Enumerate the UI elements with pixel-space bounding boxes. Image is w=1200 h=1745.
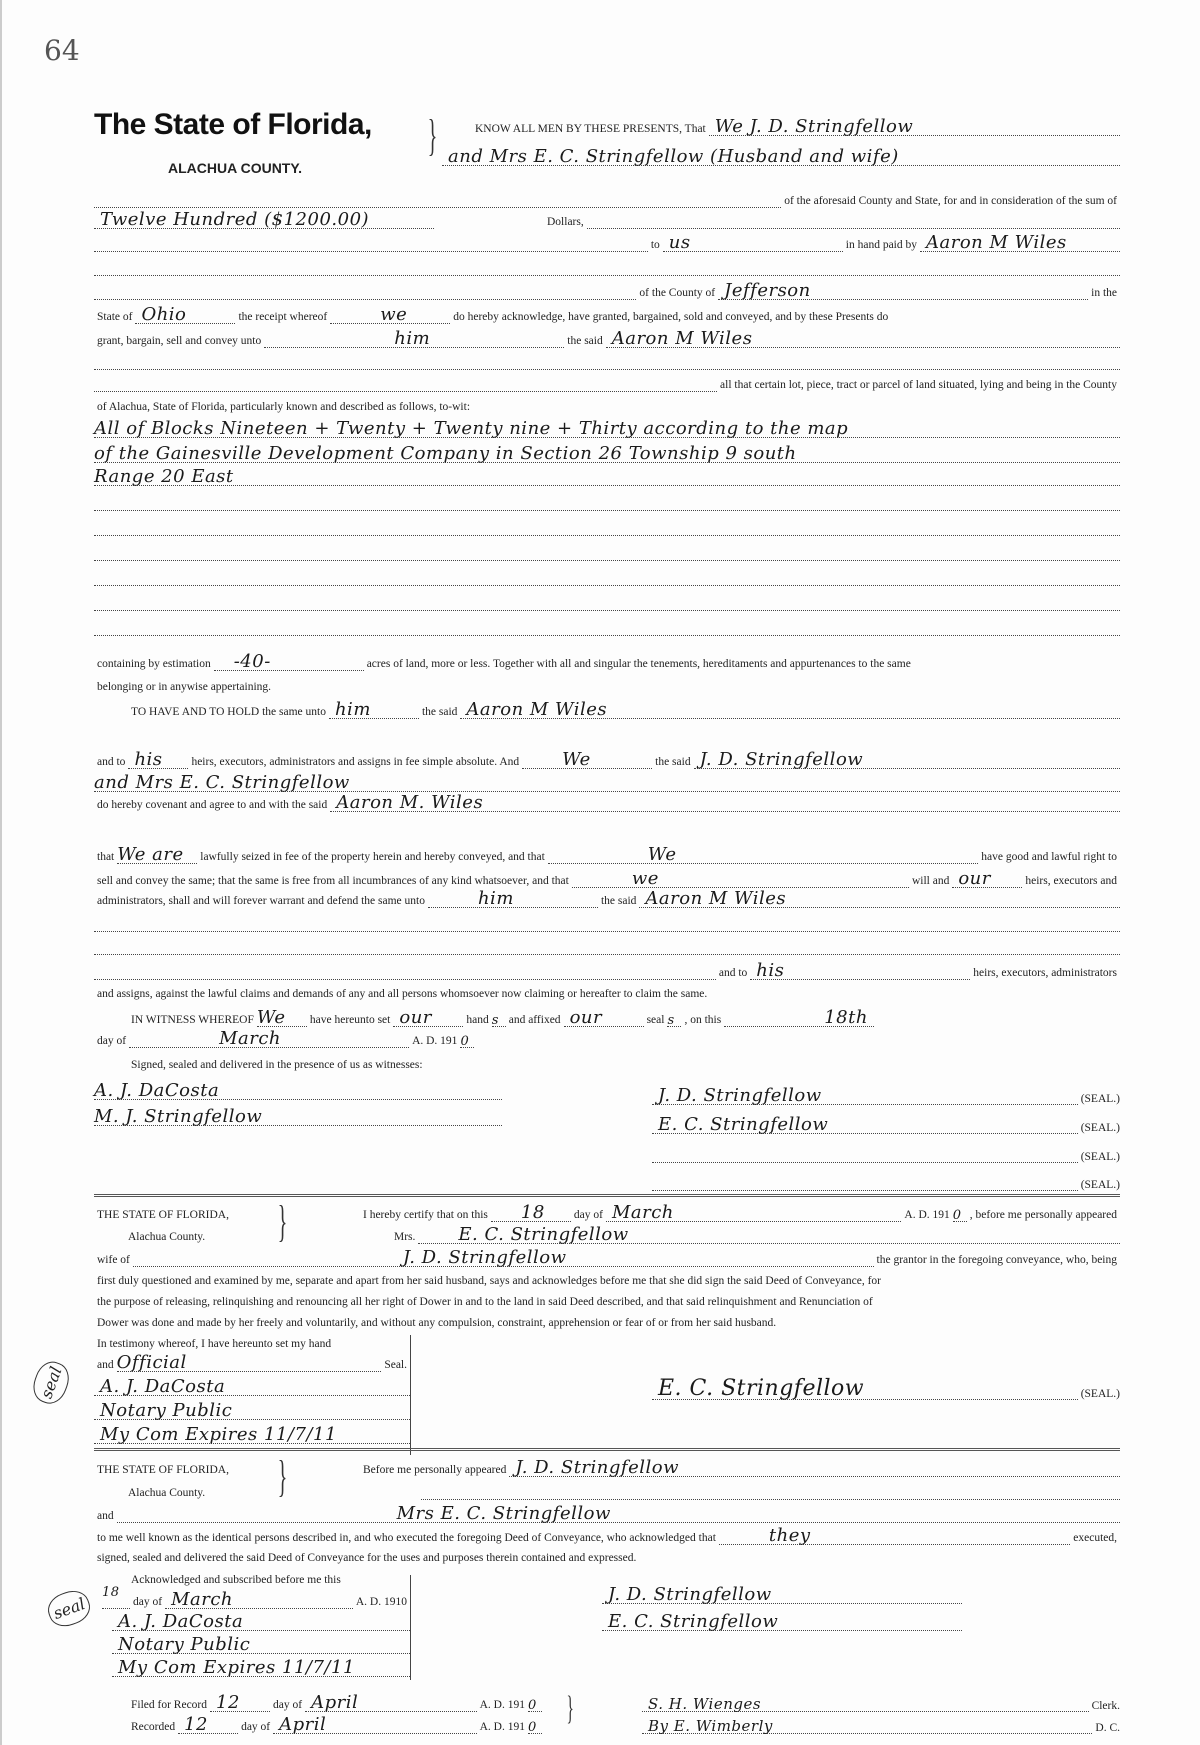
row-acknowledged [128, 1563, 412, 1587]
label: to me well known as the identical persons described in, and who executed the foregoing Deed of Conveyance, who acknowledged that [97, 1532, 716, 1544]
handwriting: April [311, 1692, 359, 1713]
signature [652, 1082, 1078, 1105]
seal-label: (SEAL.) [1080, 1151, 1120, 1163]
label: , on this [684, 1014, 722, 1026]
label: day of [97, 1035, 127, 1047]
field-we [548, 841, 978, 864]
handwriting: E. C. Stringfellow [658, 1376, 865, 1401]
handwriting: Aaron M. Wiles [336, 792, 484, 813]
notary-line-1 [94, 1372, 410, 1396]
label: wife of [97, 1254, 130, 1266]
seal-label: (SEAL.) [1080, 1179, 1120, 1191]
handwriting: March [219, 1028, 282, 1049]
row-signed-sealed [128, 1048, 1120, 1072]
label: A. D. 191 [412, 1035, 458, 1047]
handwriting: his [756, 960, 785, 981]
field-official [117, 1349, 382, 1372]
witness-line-2 [94, 1102, 502, 1126]
row-blank [94, 931, 1120, 955]
label: have hereunto set [309, 1014, 391, 1026]
blank-line [421, 1477, 1120, 1500]
row-filed [128, 1688, 542, 1712]
label: do hereby covenant and agree to and with the said [97, 799, 328, 811]
row-blank [94, 487, 1120, 511]
label: Mrs. [394, 1231, 416, 1243]
field-year [528, 1689, 542, 1712]
row-clerk [642, 1688, 1120, 1712]
field-receipt [330, 301, 450, 324]
field-description [94, 440, 1120, 463]
handwriting: and Mrs E. C. Stringfellow [94, 772, 350, 793]
handwriting: our [569, 1007, 603, 1028]
handwriting: Aaron M Wiles [926, 232, 1067, 253]
brace: } [277, 1452, 288, 1501]
label: seal [646, 1014, 665, 1026]
label: of the aforesaid County and State, for and in consideration of the sum of [784, 195, 1117, 207]
notary-seal-stamp: seal [28, 1357, 73, 1408]
notary-title [94, 1397, 410, 1420]
label: signed, sealed and delivered the said Deed of Conveyance for the uses and purposes therein contained and expressed. [97, 1552, 637, 1564]
handwriting: 18 [520, 1202, 545, 1223]
label: In testimony whereof, I have hereunto set my hand [97, 1338, 332, 1350]
brace: } [566, 1690, 574, 1727]
label: to [650, 239, 660, 251]
field-mrs [418, 1221, 1120, 1244]
field-month [165, 1586, 353, 1609]
field-grantors-3 [694, 746, 1120, 769]
handwriting: We [647, 844, 677, 865]
handwriting: s [491, 1013, 499, 1028]
label: A. D. 191 [479, 1721, 525, 1733]
notary-expiry [94, 1421, 410, 1444]
label: the said [600, 895, 637, 907]
field-grantors [709, 113, 1120, 136]
label: of the County of [639, 287, 716, 299]
label: Signed, sealed and delivered in the presence of us as witnesses: [131, 1059, 423, 1071]
handwriting: our [399, 1007, 432, 1028]
blank-line [94, 369, 717, 392]
label: Filed for Record [131, 1699, 208, 1711]
handwriting: Aaron M Wiles [645, 888, 787, 909]
notary-seal-stamp: seal [44, 1586, 95, 1631]
label: the said [421, 706, 458, 718]
field-state [135, 301, 235, 324]
field-day [102, 1586, 130, 1609]
handwriting: we [631, 868, 659, 889]
label: , before me personally appeared [969, 1209, 1117, 1221]
brace: } [277, 1197, 288, 1246]
field-acres [214, 648, 364, 671]
field-before [509, 1454, 1120, 1477]
document-title: The State of Florida, [94, 108, 372, 141]
handwriting: -40- [233, 651, 271, 672]
dower-signature-line [652, 1376, 1120, 1400]
paragraph-text: the purpose of releasing, relinquishing and renouncing all her right of Dower in and to the land in said Deed described, and that said relinquishment and Renunciation of [97, 1296, 873, 1308]
seal-label: (SEAL.) [1080, 1388, 1120, 1400]
field-recorded-day [178, 1711, 238, 1734]
handwriting: J. D. Stringfellow [699, 749, 864, 770]
handwriting: J. D. Stringfellow [515, 1457, 679, 1478]
blank-line [94, 277, 636, 300]
label: Dollars, [547, 216, 584, 228]
label: and [97, 1359, 114, 1371]
handwriting: M. J. Stringfellow [94, 1106, 263, 1127]
handwriting: Range 20 East [94, 466, 234, 487]
row-sum [94, 205, 1120, 229]
page-number: 64 [44, 34, 80, 67]
label: administrators, shall and will forever warrant and defend the same unto [97, 895, 425, 907]
field-covenant [330, 789, 1120, 812]
label: do hereby acknowledge, have granted, bargained, sold and conveyed, and by these Presents do [453, 311, 889, 323]
row-of-alachua [94, 390, 1120, 414]
handwriting: March [171, 1589, 234, 1610]
handwriting: we [380, 304, 408, 325]
row-county-of [94, 276, 1120, 300]
field-month [606, 1199, 901, 1222]
seal-line-1 [652, 1081, 1120, 1105]
handwriting: Aaron M Wiles [611, 328, 753, 349]
label: heirs, executors and [1025, 875, 1117, 887]
handwriting: s [667, 1013, 675, 1028]
row-grantors-2 [442, 142, 1120, 166]
label: hand [466, 1014, 489, 1026]
blank-line [94, 538, 1120, 561]
row-and-assigns [94, 977, 1120, 1001]
notary-line-3 [112, 1653, 410, 1677]
handwriting: A. J. DaCosta [100, 1376, 226, 1397]
handwriting: All of Blocks Nineteen + Twenty + Twenty nine + Thirty according to the map [94, 418, 849, 439]
row-blank [94, 537, 1120, 561]
label: will and [911, 875, 950, 887]
row-blank [94, 252, 1120, 276]
row-belonging [94, 670, 1120, 694]
field-grantee [460, 696, 1120, 719]
handwriting: A. J. DaCosta [118, 1611, 244, 1632]
field-year [953, 1199, 967, 1222]
seal-line-3 [652, 1139, 1120, 1163]
row-that [94, 840, 1120, 864]
handwriting: 18 [102, 1585, 120, 1600]
handwriting: E. C. Stringfellow [658, 1114, 829, 1135]
blank-line [652, 1168, 1078, 1191]
label: Acknowledged and subscribed before me this [131, 1574, 341, 1586]
row-and-to [94, 745, 1120, 769]
field-his [128, 746, 188, 769]
handwriting: 18th [824, 1007, 868, 1028]
notary-line-1 [112, 1607, 410, 1631]
notary-line-3 [94, 1420, 410, 1444]
seal-label: (SEAL.) [1080, 1122, 1120, 1134]
label: TO HAVE AND TO HOLD the same unto [131, 706, 326, 718]
row-dower-county [94, 1220, 1120, 1244]
handwriting: our [958, 868, 991, 889]
label: executed, [1073, 1532, 1117, 1544]
blank-line [94, 229, 648, 252]
field-to [663, 229, 843, 252]
signature [652, 1377, 1078, 1400]
field-sum [94, 206, 434, 229]
handwriting: Jefferson [724, 280, 811, 301]
handwriting: We [256, 1007, 286, 1028]
handwriting: We [562, 749, 591, 770]
row-dc [642, 1710, 1120, 1734]
blank-line [94, 488, 1120, 511]
label: all that certain lot, piece, tract or parcel of land situated, lying and being in the County [720, 379, 1117, 391]
witness-signature [94, 1103, 502, 1126]
witness-signature [94, 1077, 502, 1100]
label: THE STATE OF FLORIDA, [97, 1209, 229, 1221]
county-heading: ALACHUA COUNTY. [168, 160, 303, 176]
label: Seal. [384, 1359, 407, 1371]
field-description [94, 415, 1120, 438]
field-filed-day [210, 1689, 270, 1712]
handwriting: and Mrs E. C. Stringfellow (Husband and wife) [448, 146, 899, 167]
handwriting: 12 [184, 1714, 208, 1735]
row-blank [94, 908, 1120, 932]
label: A. D. 191 [479, 1699, 525, 1711]
handwriting: him [334, 699, 371, 720]
label: belonging or in anywise appertaining. [97, 681, 272, 693]
blank-line [94, 932, 1120, 955]
field-dc [642, 1711, 1092, 1734]
blank-line [94, 563, 1120, 586]
label: day of [273, 1699, 303, 1711]
blank-line [94, 513, 1120, 536]
label: Alachua County. [128, 1487, 206, 1499]
label: D. C. [1095, 1722, 1120, 1734]
label: of Alachua, State of Florida, particularly known and described as follows, to-wit: [97, 401, 471, 413]
label: I hereby certify that on this [363, 1209, 488, 1221]
handwriting: We J. D. Stringfellow [714, 116, 914, 137]
label: in the [1091, 287, 1117, 299]
label: have good and lawful right to [981, 851, 1117, 863]
field-year [460, 1025, 474, 1048]
field-description [94, 463, 1120, 486]
row-know-all [472, 112, 1120, 136]
label: A. D. 191 [904, 1209, 950, 1221]
row-description-2 [94, 439, 1120, 463]
field-year [528, 1711, 542, 1734]
handwriting: his [134, 749, 163, 770]
handwriting: My Com Expires 11/7/11 [100, 1424, 337, 1445]
row-all-that [94, 368, 1120, 392]
row-administrators [94, 884, 1120, 908]
label: the said [567, 335, 603, 347]
blank-line [94, 909, 1120, 932]
notary-line-2 [112, 1630, 410, 1654]
field-month [273, 1711, 476, 1734]
notary-name [112, 1608, 410, 1631]
field-to-have [329, 696, 419, 719]
field-we [522, 746, 652, 769]
handwriting: Aaron M Wiles [466, 699, 608, 720]
handwriting: By E. Wimberly [648, 1717, 773, 1735]
handwriting: of the Gainesville Development Company in Section 26 Township 9 south [94, 443, 797, 464]
handwriting: A. J. DaCosta [94, 1080, 220, 1101]
row-blank [94, 562, 1120, 586]
handwriting: they [768, 1525, 811, 1546]
handwriting: Mrs E. C. Stringfellow [396, 1503, 611, 1524]
field-and [117, 1500, 1120, 1523]
notary-line-2 [94, 1396, 410, 1420]
label: containing by estimation [97, 658, 211, 670]
label: heirs, executors, administrators [973, 967, 1117, 979]
divider [94, 1194, 1120, 1197]
field-payer [920, 229, 1120, 252]
row-signed [94, 1541, 1120, 1565]
signature [602, 1608, 962, 1631]
field-month [305, 1689, 477, 1712]
row-ack-day [102, 1585, 410, 1609]
label: sell and convey the same; that the same is free from all incumbrances of any kind whatsoever, and that [97, 875, 569, 887]
label: the said [655, 756, 691, 768]
field-grantors-2 [442, 143, 1120, 166]
label: Recorded [131, 1721, 176, 1733]
label: heirs, executors, administrators and assigns in fee simple absolute. And [191, 756, 520, 768]
seal-line-2 [652, 1110, 1120, 1134]
seal-label: (SEAL.) [1080, 1093, 1120, 1105]
label: and to [97, 756, 126, 768]
label: Clerk. [1091, 1700, 1120, 1712]
handwriting: 0 [460, 1034, 470, 1049]
notary-expiry [112, 1654, 410, 1677]
field-grantee [606, 325, 1120, 348]
handwriting: March [611, 1202, 674, 1223]
label: and assigns, against the lawful claims and demands of any and all persons whomsoever now claiming or hereafter to claim the same. [97, 988, 708, 1000]
label: day of [133, 1596, 163, 1608]
label: lawfully seized in fee of the property herein and hereby conveyed, and that [200, 851, 545, 863]
label: State of [97, 311, 133, 323]
blank-line [94, 253, 1120, 276]
label: grant, bargain, sell and convey unto [97, 335, 262, 347]
label: and to [718, 967, 748, 979]
handwriting: We are [117, 844, 184, 865]
handwriting: J. D. Stringfellow [658, 1085, 822, 1106]
brace-line [410, 1575, 411, 1680]
signature [652, 1111, 1078, 1134]
field-him [428, 885, 598, 908]
handwriting: E. C. Stringfellow [608, 1611, 779, 1632]
handwriting: Notary Public [118, 1634, 251, 1655]
handwriting: April [279, 1714, 327, 1735]
label: and [97, 1510, 114, 1522]
seal-line-4 [652, 1167, 1120, 1191]
row-to-have [128, 695, 1120, 719]
handwriting: us [668, 232, 691, 253]
brace-line [410, 1335, 411, 1455]
handwriting: 0 [528, 1720, 537, 1735]
handwriting: S. H. Wienges [648, 1695, 762, 1713]
field-month [129, 1025, 409, 1048]
row-covenant [94, 788, 1120, 812]
handwriting: 0 [528, 1698, 537, 1713]
label: the receipt whereof [238, 311, 328, 323]
label: KNOW ALL MEN BY THESE PRESENTS, That [475, 123, 706, 135]
handwriting: Twelve Hundred ($1200.00) [100, 209, 370, 230]
field-county [718, 277, 1088, 300]
blank-line [652, 1140, 1078, 1163]
row-blank [94, 587, 1120, 611]
row-official-seal [94, 1348, 410, 1372]
row-dower-state [94, 1198, 1120, 1222]
handwriting: My Com Expires 11/7/11 [118, 1657, 355, 1678]
ack-signature-2 [602, 1607, 962, 1631]
blank-line [94, 347, 1120, 370]
label: THE STATE OF FLORIDA, [97, 1464, 229, 1476]
blank-line [587, 206, 1120, 229]
row-to [94, 228, 1120, 252]
handwriting: Notary Public [100, 1400, 233, 1421]
field-grant-unto [264, 325, 564, 348]
handwriting: 0 [952, 1208, 962, 1223]
label: Before me personally appeared [363, 1464, 507, 1476]
row-containing [94, 647, 1120, 671]
handwriting: E. C. Stringfellow [458, 1224, 629, 1245]
row-recorded [128, 1710, 542, 1734]
label: IN WITNESS WHEREOF [131, 1014, 254, 1026]
row-blank [94, 346, 1120, 370]
blank-line [94, 588, 1120, 611]
divider [94, 1448, 1120, 1451]
row-day-of [94, 1024, 1120, 1048]
notary-name [94, 1373, 410, 1396]
handwriting: Official [116, 1352, 187, 1373]
ack-signature-1 [602, 1580, 962, 1604]
label: the grantor in the foregoing conveyance, who, being [876, 1254, 1117, 1266]
handwriting: him [477, 888, 514, 909]
signature [602, 1581, 962, 1604]
label: day of [241, 1721, 271, 1733]
row-description-1 [94, 414, 1120, 438]
row-ack-and [94, 1499, 1120, 1523]
handwriting: J. D. Stringfellow [608, 1584, 772, 1605]
blank-line [94, 613, 1120, 636]
row-description-3 [94, 462, 1120, 486]
row-blank [94, 612, 1120, 636]
label: in hand paid by [845, 239, 917, 251]
field-grantee [639, 885, 1120, 908]
handwriting: 12 [216, 1692, 240, 1713]
label: day of [573, 1209, 603, 1221]
brace: } [427, 111, 438, 160]
row-grant-unto [94, 324, 1120, 348]
field-we-are [117, 841, 197, 864]
handwriting: him [394, 328, 431, 349]
field-clerk [642, 1689, 1089, 1712]
label: that [97, 851, 115, 863]
handwriting: Ohio [141, 304, 187, 325]
label: Alachua County. [128, 1231, 206, 1243]
label: and affixed [508, 1014, 561, 1026]
notary-title [112, 1631, 410, 1654]
witness-line-1 [94, 1076, 502, 1100]
row-ack-county [94, 1476, 1120, 1500]
label: A. D. 1910 [355, 1596, 407, 1608]
handwriting: J. D. Stringfellow [402, 1247, 567, 1268]
row-ack-state [94, 1453, 1120, 1477]
field-day [491, 1199, 571, 1222]
row-state-of [94, 300, 1120, 324]
row-blank [94, 512, 1120, 536]
label: acres of land, more or less. Together with all and singular the tenements, hereditaments and appurtenances to the same [366, 658, 911, 670]
paragraph-text: Dower was done and made by her freely and voluntarily, and without any compulsion, constraint, apprehension or fear of or from her said husband. [97, 1317, 777, 1329]
paragraph-text: first duly questioned and examined by me, separate and apart from her said husband, says and acknowledges before me that she did sign the said Deed of Conveyance, for [97, 1275, 881, 1287]
